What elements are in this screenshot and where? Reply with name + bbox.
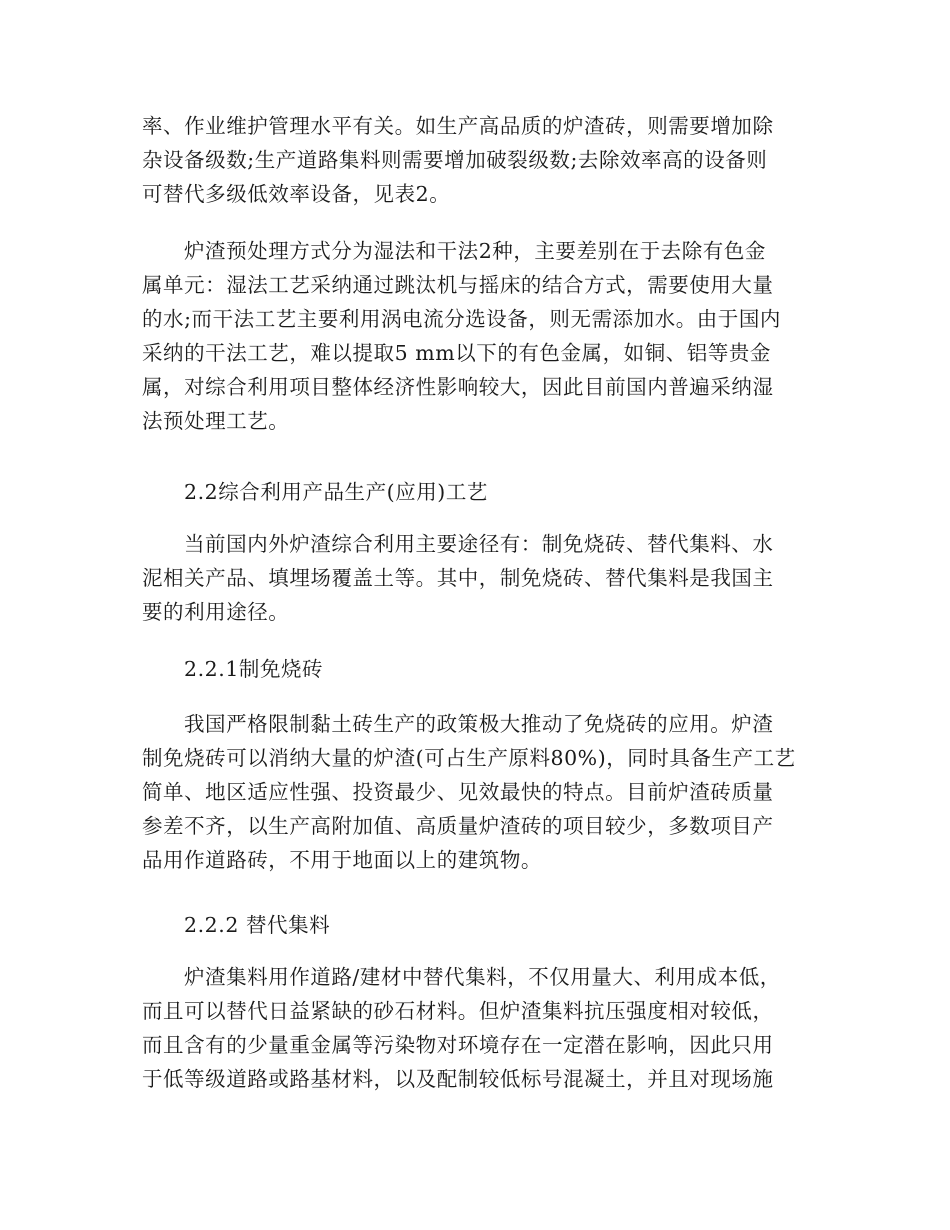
paragraph-line: 杂设备级数;生产道路集料则需要增加破裂级数;去除效率高的设备则 <box>142 148 768 172</box>
paragraph-line: 当前国内外炉渣综合利用主要途径有：制免烧砖、替代集料、水 <box>184 532 774 556</box>
paragraph-3 <box>142 527 810 629</box>
paragraph-line: 率、作业维护管理水平有关。如生产高品质的炉渣砖，则需要增加除 <box>142 114 774 138</box>
section-heading-2-2-1: 2.2.1制免烧砖 <box>184 657 324 681</box>
paragraph-line: 属单元：湿法工艺采纳通过跳汰机与摇床的结合方式，需要使用大量 <box>142 273 774 297</box>
paragraph-line: 制免烧砖可以消纳大量的炉渣(可占生产原料80%)，同时具备生产工艺 <box>142 746 796 770</box>
paragraph-line: 采纳的干法工艺，难以提取5 mm以下的有色金属，如铜、铝等贵金 <box>142 341 771 365</box>
paragraph-line: 可替代多级低效率设备，见表2。 <box>142 182 451 206</box>
paragraph-line: 泥相关产品、填埋场覆盖土等。其中，制免烧砖、替代集料是我国主 <box>142 566 774 590</box>
paragraph-line: 于低等级道路或路基材料，以及配制较低标号混凝土，并且对现场施 <box>142 1067 774 1091</box>
paragraph-line: 炉渣预处理方式分为湿法和干法2种，主要差别在于去除有色金 <box>184 239 766 263</box>
paragraph-line: 而且含有的少量重金属等污染物对环境存在一定潜在影响，因此只用 <box>142 1033 774 1057</box>
paragraph-5 <box>142 960 810 1096</box>
paragraph-4 <box>142 707 810 877</box>
section-heading-2-2-2: 2.2.2 替代集料 <box>184 913 331 937</box>
paragraph-line: 炉渣集料用作道路/建材中替代集料，不仅用量大、利用成本低， <box>184 965 781 989</box>
paragraph-1 <box>142 109 810 211</box>
paragraph-2 <box>142 234 810 438</box>
paragraph-line: 属，对综合利用项目整体经济性影响较大，因此目前国内普遍采纳湿 <box>142 375 774 399</box>
paragraph-line: 法预处理工艺。 <box>142 409 290 433</box>
paragraph-line: 要的利用途径。 <box>142 600 290 624</box>
paragraph-line: 简单、地区适应性强、投资最少、见效最快的特点。目前炉渣砖质量 <box>142 780 774 804</box>
paragraph-line: 的水;而干法工艺主要利用涡电流分选设备，则无需添加水。由于国内 <box>142 307 781 331</box>
paragraph-line: 参差不齐，以生产高附加值、高质量炉渣砖的项目较少，多数项目产 <box>142 814 774 838</box>
section-heading-2-2: 2.2综合利用产品生产(应用)工艺 <box>184 480 488 504</box>
paragraph-line: 品用作道路砖，不用于地面以上的建筑物。 <box>142 848 542 872</box>
paragraph-line: 而且可以替代日益紧缺的砂石材料。但炉渣集料抗压强度相对较低， <box>142 999 774 1023</box>
paragraph-line: 我国严格限制黏土砖生产的政策极大推动了免烧砖的应用。炉渣 <box>184 712 774 736</box>
